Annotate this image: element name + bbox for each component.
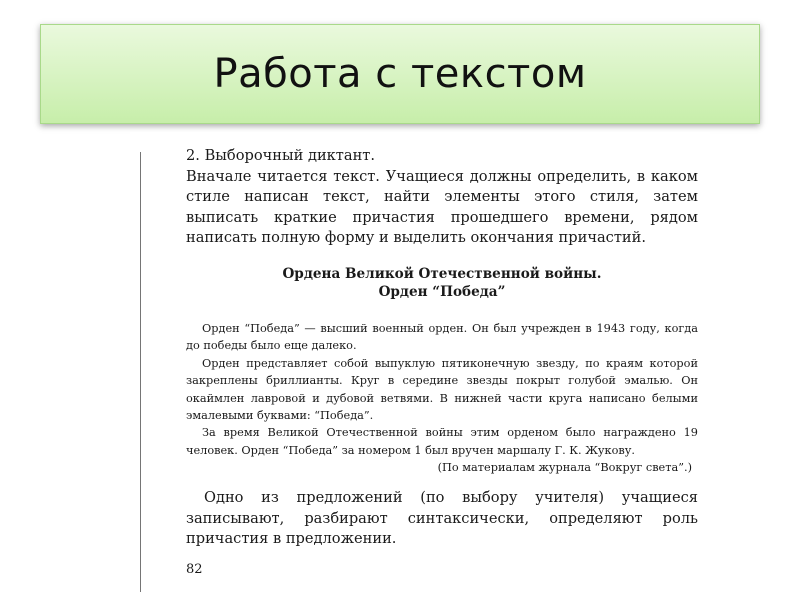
title-banner (40, 24, 760, 124)
article-paragraph-1: Орден “Победа” — высший военный орден. Он был учрежден в 1943 году, когда до победы было еще далеко. (186, 322, 698, 353)
slide-title: Работа с текстом (213, 51, 587, 97)
article-paragraph-2: Орден представляет собой выпуклую пятиконечную звезду, по краям которой закреплены бриллианты. Круг в середине звезды покрыт голубой эмалью. Он окаймлен лавровой и дубовой ветвями. В нижней части круга написано белыми эмалевыми буквами: “Победа”. (186, 356, 698, 423)
article-title-line2: Орден “Победа” (378, 284, 506, 300)
article-body (186, 320, 698, 477)
page-margin-line (140, 152, 141, 592)
task-instruction: Вначале читается текст. Учащиеся должны определить, в каком стиле написан текст, найти элементы этого стиля, затем выписать краткие причастия прошедшего времени, рядом написать полную форму и выделить окончания причастий. (186, 167, 698, 246)
followup-text: Одно из предложений (по выбору учителя) учащиеся записывают, разбирают синтаксически, определяют роль причастия в предложении. (186, 489, 698, 547)
article-title-line1: Ордена Великой Отечественной войны. (282, 266, 602, 282)
article-title (186, 265, 698, 301)
scanned-page (130, 132, 710, 594)
followup-block (186, 488, 698, 550)
article-source: (По материалам журнала “Вокруг света”.) (437, 461, 692, 475)
task-heading: 2. Выборочный диктант. (186, 147, 376, 164)
article-paragraph-3: За время Великой Отечественной войны этим орденом было награждено 19 человек. Орден “Победа” за номером 1 был вручен маршалу Г. К. Жукову. (186, 426, 698, 457)
page-number: 82 (186, 562, 203, 577)
task-block (186, 146, 698, 249)
